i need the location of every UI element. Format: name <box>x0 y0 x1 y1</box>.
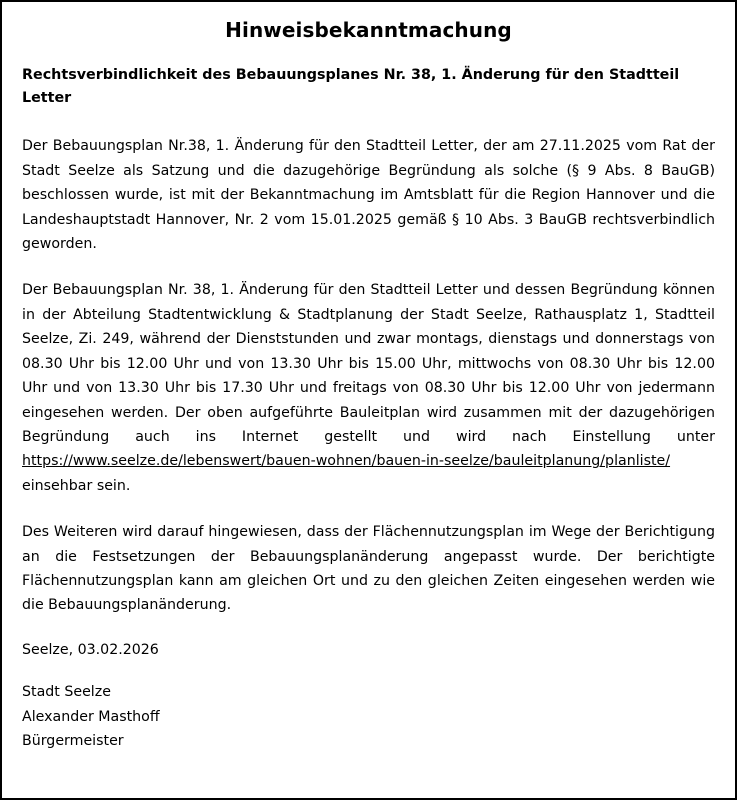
place-date-line: Seelze, 03.02.2026 <box>22 641 159 658</box>
paragraph-inspection-text-after: einsehbar sein. <box>22 477 131 494</box>
paragraph-legal-validity: Der Bebauungsplan Nr.38, 1. Änderung für den Stadtteil Letter, der am 27.11.2025 vom Rat der Stadt Seelze als Satzung und die dazugehörige Begründung als solche (§ 9 Abs. 8 BauGB) beschlossen wurde, ist mit der Bekanntmachung im Amtsblatt für die Region Hannover und die Landeshauptstadt Hannover, Nr. 2 vom 15.01.2025 gemäß § 10 Abs. 3 BauGB rechtsverbindlich geworden. <box>22 138 715 252</box>
paragraph-inspection-hours <box>22 278 715 498</box>
plan-list-link[interactable]: https://www.seelze.de/lebenswert/bauen-wohnen/bauen-in-seelze/bauleitplanung/planliste/ <box>22 453 671 470</box>
document-subtitle: Rechtsverbindlichkeit des Bebauungsplanes Nr. 38, 1. Änderung für den Stadtteil Letter <box>22 67 680 107</box>
paragraph-inspection-text-before: Der Bebauungsplan Nr. 38, 1. Änderung für den Stadtteil Letter und dessen Begründung können in der Abteilung Stadtentwicklung & Stadtplanung der Stadt Seelze, Rathausplatz 1, Stadtteil Seelze, Zi. 249, während der Dienststunden und zwar montags, dienstags und donnerstags von 08.30 Uhr bis 12.00 Uhr und von 13.30 Uhr bis 15.00 Uhr, mittwochs von 08.30 Uhr bis 12.00 Uhr und von 13.30 Uhr bis 17.30 Uhr und freitags von 08.30 Uhr bis 12.00 Uhr von jedermann eingesehen werden. Der oben aufgeführte Bauleitplan wird zusammen mit der dazugehörigen Begründung auch ins Internet gestellt und wird nach Einstellung unter <box>22 282 715 445</box>
signature-organization: Stadt Seelze <box>22 684 111 701</box>
signature-block <box>22 680 715 753</box>
signature-name: Alexander Masthoff <box>22 708 160 725</box>
paragraph-land-use-plan: Des Weiteren wird darauf hingewiesen, dass der Flächennutzungsplan im Wege der Berichtigung an die Festsetzungen der Bebauungsplanänderung angepasst wurde. Der berichtigte Flächennutzungsplan kann am gleichen Ort und zu den gleichen Zeiten eingesehen werden wie die Bebauungsplanänderung. <box>22 524 715 614</box>
page-title: Hinweisbekanntmachung <box>225 18 512 42</box>
signature-role: Bürgermeister <box>22 733 124 750</box>
